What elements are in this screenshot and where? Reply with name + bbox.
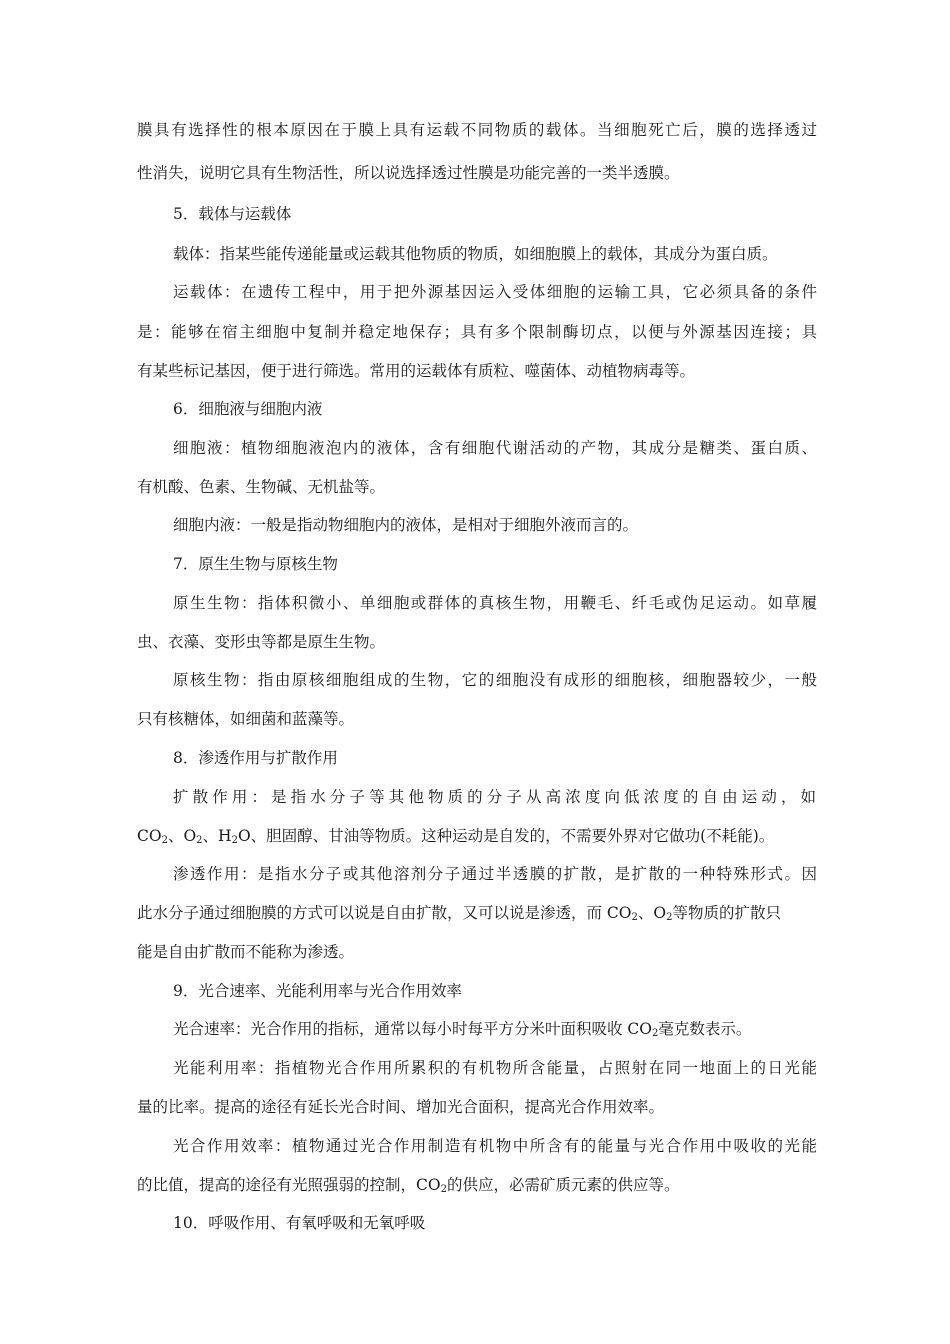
formula-text: 、胆固醇、甘油等物质。这种运动是自发的，不需要外界对它做功(不耗能)。	[250, 827, 775, 845]
paragraph-line: 能是自由扩散而不能称为渗透。	[137, 943, 355, 961]
formula-text: 毫克数表示。	[658, 1020, 752, 1038]
paragraph-line: 细胞内液：一般是指动物细胞内的液体，是相对于细胞外液而言的。	[173, 516, 639, 534]
paragraph-line: 膜具有选择性的根本原因在于膜上具有运载不同物质的载体。当细胞死亡后，膜的选择透过	[137, 121, 817, 139]
formula-text: 的比值，提高的途径有光照强弱的控制，CO	[137, 1176, 441, 1194]
section-heading: 9．光合速率、光能利用率与光合作用效率	[173, 982, 462, 1000]
paragraph-line: 运载体：在遗传工程中，用于把外源基因运入受体细胞的运输工具，它必须具备的条件	[173, 283, 817, 301]
paragraph-line: 细胞液：植物细胞液泡内的液体，含有细胞代谢活动的产物，其成分是糖类、蛋白质、	[173, 439, 817, 457]
formula-text: 、H	[202, 827, 232, 845]
formula-text: O	[237, 827, 251, 845]
subscript: 2	[666, 912, 673, 923]
paragraph-line: 光合作用效率：植物通过光合作用制造有机物中所含有的能量与光合作用中吸收的光能	[173, 1137, 817, 1155]
subscript: 2	[161, 835, 168, 846]
paragraph-line: 光能利用率：指植物光合作用所累积的有机物所含能量，占照射在同一地面上的日光能	[173, 1059, 817, 1077]
subscript: 2	[631, 912, 638, 923]
paragraph-line: 只有核糖体，如细菌和蓝藻等。	[137, 710, 355, 728]
formula-text: 的供应，必需矿质元素的供应等。	[446, 1176, 680, 1194]
section-heading: 10．呼吸作用、有氧呼吸和无氧呼吸	[173, 1214, 426, 1232]
formula-line	[137, 903, 781, 923]
section-heading: 5．载体与运载体	[173, 205, 292, 223]
paragraph-line: 虫、衣藻、变形虫等都是原生生物。	[137, 633, 386, 651]
paragraph-line: 有机酸、色素、生物碱、无机盐等。	[137, 478, 386, 496]
formula-text: 、O	[637, 904, 667, 922]
paragraph-line: 扩散作用：是指水分子等其他物质的分子从高浓度向低浓度的自由运动，如	[173, 788, 817, 806]
subscript: 2	[440, 1184, 447, 1195]
formula-text: CO	[137, 827, 162, 845]
formula-text: 、O	[167, 827, 197, 845]
subscript: 2	[652, 1028, 659, 1039]
section-heading: 7．原生生物与原核生物	[173, 555, 338, 573]
subscript: 2	[196, 835, 203, 846]
formula-text: 此水分子通过细胞膜的方式可以说是自由扩散，又可以说是渗透，而 CO	[137, 904, 632, 922]
paragraph-line: 渗透作用：是指水分子或其他溶剂分子通过半透膜的扩散，是扩散的一种特殊形式。因	[173, 865, 817, 883]
paragraph-line: 原生生物：指体积微小、单细胞或群体的真核生物，用鞭毛、纤毛或伪足运动。如草履	[173, 594, 817, 612]
paragraph-line: 有某些标记基因，便于进行筛选。常用的运载体有质粒、噬菌体、动植物病毒等。	[137, 362, 696, 380]
paragraph-line: 性消失，说明它具有生物活性，所以说选择透过性膜是功能完善的一类半透膜。	[137, 164, 680, 182]
paragraph-line: 量的比率。提高的途径有延长光合时间、增加光合面积，提高光合作用效率。	[137, 1098, 665, 1116]
paragraph-line: 是：能够在宿主细胞中复制并稳定地保存；具有多个限制酶切点，以便与外源基因连接；具	[137, 323, 817, 341]
formula-line	[137, 1175, 679, 1195]
section-heading: 6．细胞液与细胞内液	[173, 400, 323, 418]
subscript: 2	[231, 835, 238, 846]
formula-text: 光合速率：光合作用的指标，通常以每小时每平方分米叶面积吸收 CO	[173, 1020, 652, 1038]
formula-line	[173, 1019, 751, 1039]
formula-line	[137, 826, 774, 846]
paragraph-line: 原核生物：指由原核细胞组成的生物，它的细胞没有成形的细胞核，细胞器较少，一般	[173, 671, 817, 689]
paragraph-line: 载体：指某些能传递能量或运载其他物质的物质，如细胞膜上的载体，其成分为蛋白质。	[173, 245, 778, 263]
section-heading: 8．渗透作用与扩散作用	[173, 749, 338, 767]
formula-text: 等物质的扩散只	[672, 904, 781, 922]
